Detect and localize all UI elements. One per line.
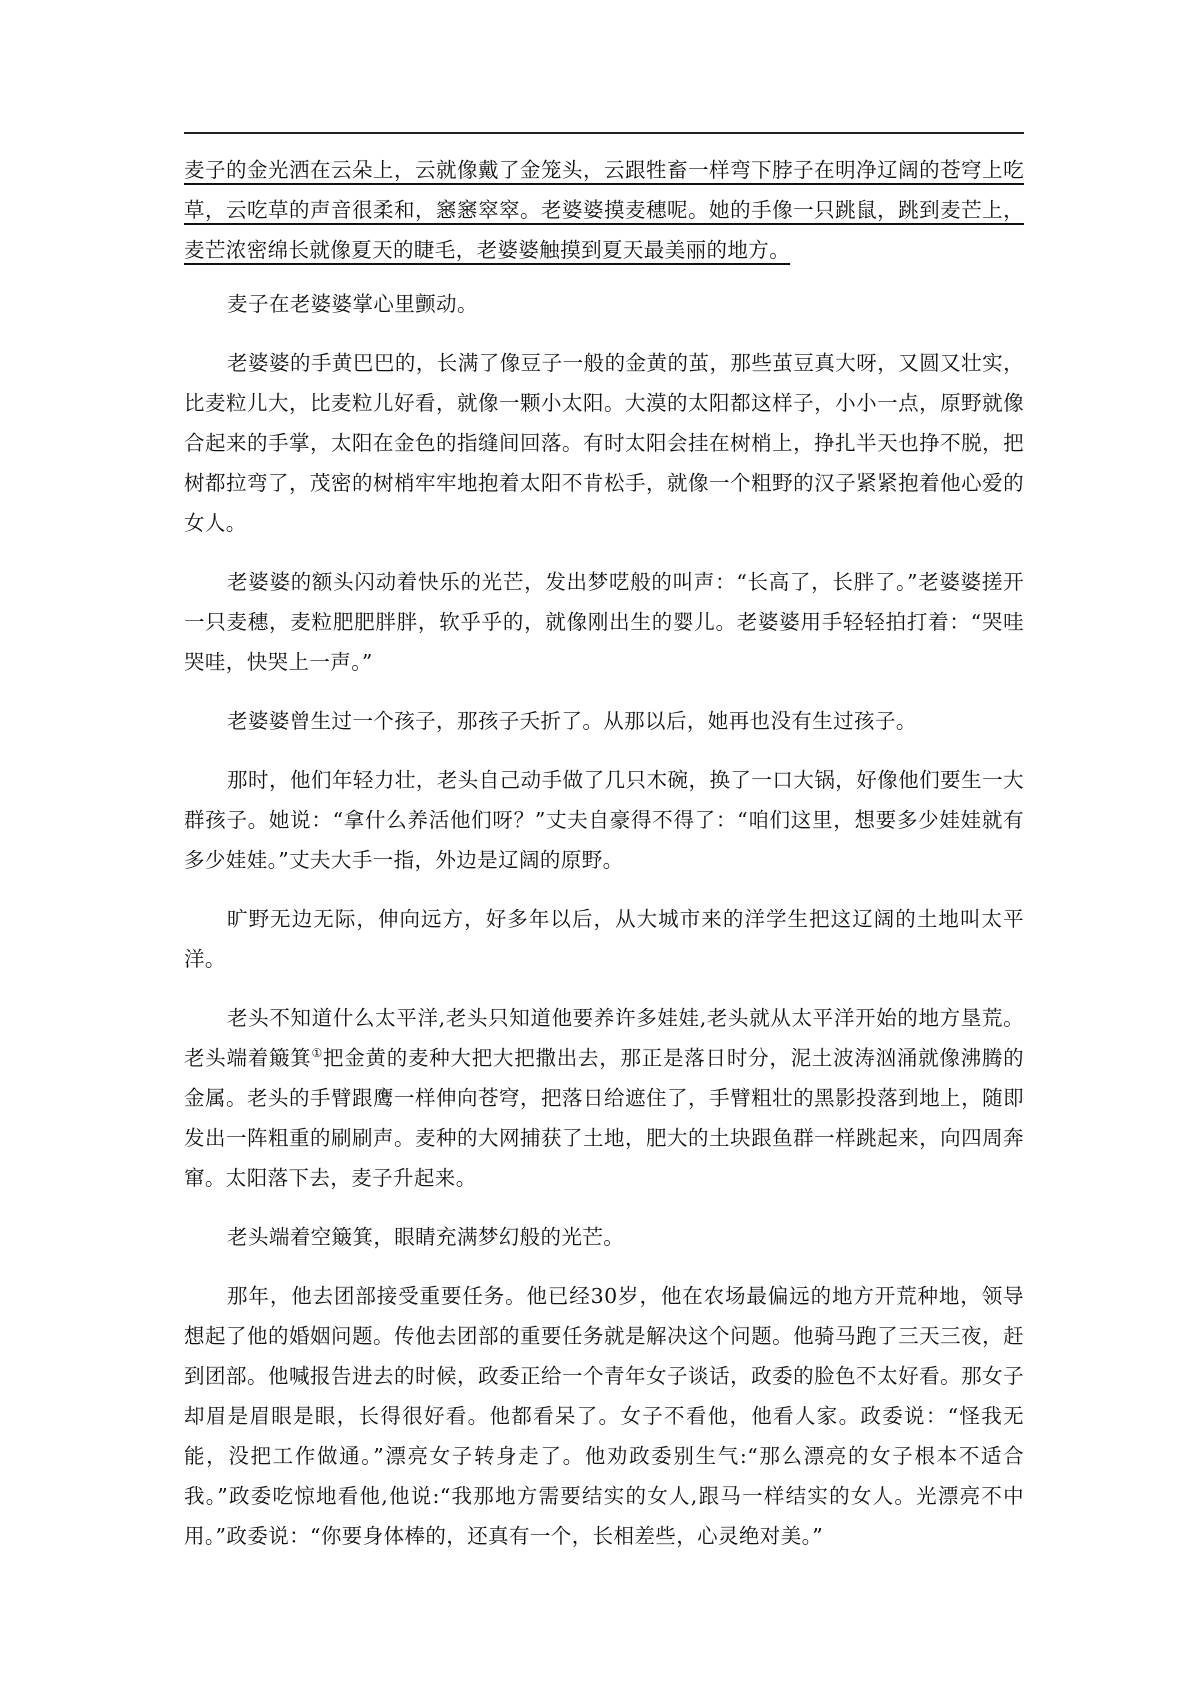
underlined-passage: 麦子的金光洒在云朵上，云就像戴了金笼头，云跟牲畜一样弯下脖子在明净辽阔的苍穹上吃草，云吃草的声音很柔和，窸窸窣窣。老婆婆摸麦穗呢。她的手像一只跳鼠，跳到麦芒上，麦芒浓密绵长就像夏天的睫毛，老婆婆触摸到夏天最美丽的地方。 <box>184 158 1024 262</box>
paragraph: 那时，他们年轻力壮，老头自己动手做了几只木碗，换了一口大锅，好像他们要生一大群孩子。她说：“拿什么养活他们呀？”丈夫自豪得不得了：“咱们这里，想要多少娃娃就有多少娃娃。”丈夫大手一指，外边是辽阔的原野。 <box>184 768 1024 872</box>
paragraph-text: 老头不知道什么太平洋,老头只知道他要养许多娃娃,老头就从太平洋开始的地方垦荒。老头端着簸箕 <box>184 1006 1024 1070</box>
paragraph: 老婆婆的额头闪动着快乐的光芒，发出梦呓般的叫声：“长高了，长胖了。”老婆婆搓开一只麦穗，麦粒肥肥胖胖，软乎乎的，就像刚出生的婴儿。老婆婆用手轻轻拍打着：“哭哇哭哇，快哭上一声。” <box>184 570 1024 674</box>
paragraph: 旷野无边无际，伸向远方，好多年以后，从大城市来的洋学生把这辽阔的土地叫太平洋。 <box>184 907 1024 971</box>
paragraph-with-footnote <box>184 998 1024 1198</box>
footnote-marker: ① <box>311 1046 324 1061</box>
paragraph: 麦子在老婆婆掌心里颤动。 <box>227 292 478 316</box>
paragraph-text: 把金黄的麦种大把大把撒出去，那正是落日时分，泥土波涛汹涌就像沸腾的金属。老头的手臂跟鹰一样伸向苍穹，把落日给遮住了，手臂粗壮的黑影投落到地上，随即发出一阵粗重的刷刷声。麦种的大网捕获了土地，肥大的土块跟鱼群一样跳起来，向四周奔窜。太阳落下去，麦子升起来。 <box>184 1046 1024 1190</box>
paragraph: 老头端着空簸箕，眼睛充满梦幻般的光芒。 <box>227 1225 625 1249</box>
document-page <box>184 0 1024 1698</box>
paragraph: 那年，他去团部接受重要任务。他已经30岁，他在农场最偏远的地方开荒种地，领导想起了他的婚姻问题。传他去团部的重要任务就是解决这个问题。他骑马跑了三天三夜，赶到团部。他喊报告进去的时候，政委正给一个青年女子谈话，政委的脸色不太好看。那女子却眉是眉眼是眼，长得很好看。他都看呆了。女子不看他，他看人家。政委说：“怪我无能，没把工作做通。”漂亮女子转身走了。他劝政委别生气:“那么漂亮的女子根本不适合我。”政委吃惊地看他,他说:“我那地方需要结实的女人,跟马一样结实的女人。光漂亮不中用。”政委说：“你要身体棒的，还真有一个，长相差些，心灵绝对美。” <box>184 1284 1024 1548</box>
article-body <box>184 150 1024 1575</box>
paragraph: 老婆婆曾生过一个孩子，那孩子夭折了。从那以后，她再也没有生过孩子。 <box>227 709 917 733</box>
paragraph: 老婆婆的手黄巴巴的，长满了像豆子一般的金黄的茧，那些茧豆真大呀，又圆又壮实，比麦粒儿大，比麦粒儿好看，就像一颗小太阳。大漠的太阳都这样子，小小一点，原野就像合起来的手掌，太阳在金色的指缝间回落。有时太阳会挂在树梢上，挣扎半天也挣不脱，把树都拉弯了，茂密的树梢牢牢地抱着太阳不肯松手，就像一个粗野的汉子紧紧抱着他心爱的女人。 <box>184 351 1024 535</box>
top-rule <box>184 132 1024 134</box>
